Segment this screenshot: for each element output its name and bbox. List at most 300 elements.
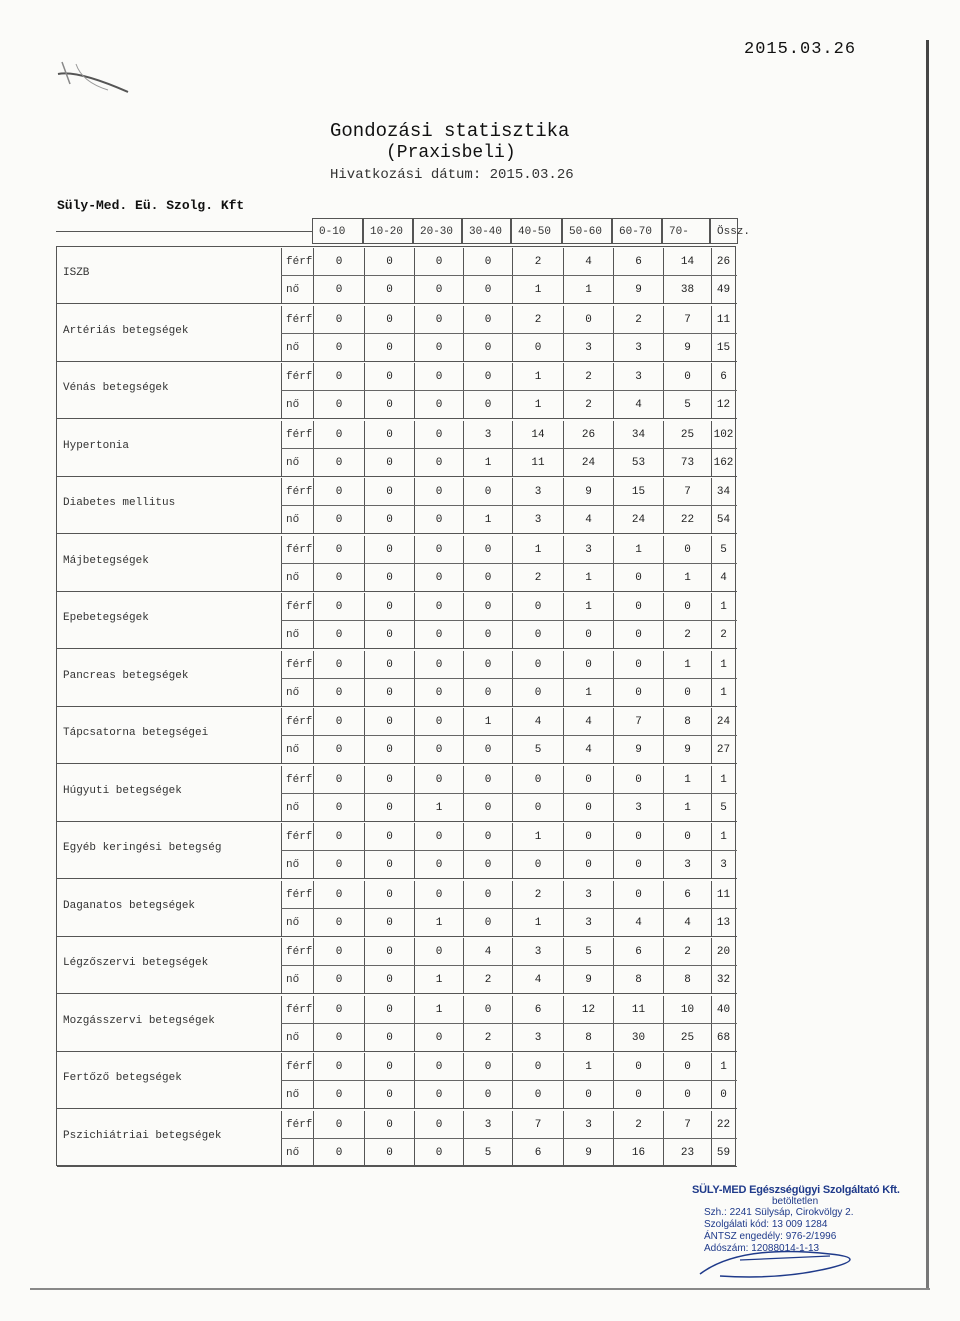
male-count-cell: 1 [563, 1053, 613, 1081]
male-count-cell: 2 [512, 881, 563, 909]
male-label: férf [281, 996, 313, 1024]
female-count-cell: 5 [663, 391, 711, 419]
female-count-cell: 0 [313, 1081, 364, 1109]
sex-divider [281, 1023, 737, 1024]
male-count-cell: 0 [364, 1111, 414, 1139]
age-header-cell: 70- [662, 218, 710, 244]
male-count-cell: 0 [414, 823, 463, 851]
male-count-cell: 0 [313, 306, 364, 334]
male-count-cell: 0 [313, 363, 364, 391]
female-count-cell: 2 [463, 1024, 512, 1052]
disease-row [57, 420, 737, 477]
age-header-cell: 20-30 [413, 218, 462, 244]
disease-row [57, 765, 737, 822]
male-count-cell: 0 [613, 823, 663, 851]
male-count-cell: 0 [663, 536, 711, 564]
female-count-cell: 0 [313, 621, 364, 649]
male-count-cell: 0 [364, 881, 414, 909]
female-label: nő [281, 1081, 313, 1109]
male-label: férf [281, 708, 313, 736]
male-count-cell: 1 [663, 651, 711, 679]
header-line [56, 231, 314, 232]
female-count-cell: 23 [663, 1139, 711, 1167]
male-count-cell: 0 [463, 536, 512, 564]
female-count-cell: 162 [711, 449, 735, 477]
male-count-cell: 34 [711, 478, 735, 506]
female-count-cell: 1 [414, 966, 463, 994]
male-count-cell: 0 [414, 708, 463, 736]
female-count-cell: 4 [563, 506, 613, 534]
male-count-cell: 0 [313, 938, 364, 966]
male-count-cell: 6 [663, 881, 711, 909]
seal-tax-number: Adószám: 12088014-1-13 [704, 1243, 820, 1254]
female-count-cell: 0 [313, 794, 364, 822]
female-count-cell: 0 [463, 276, 512, 304]
female-count-cell: 32 [711, 966, 735, 994]
male-count-cell: 3 [463, 421, 512, 449]
male-count-cell: 0 [414, 881, 463, 909]
male-count-cell: 0 [613, 881, 663, 909]
female-count-cell: 11 [512, 449, 563, 477]
male-count-cell: 1 [512, 823, 563, 851]
male-count-cell: 0 [364, 363, 414, 391]
male-count-cell: 5 [711, 536, 735, 564]
female-count-cell: 0 [364, 909, 414, 937]
female-count-cell: 0 [313, 736, 364, 764]
female-count-cell: 5 [512, 736, 563, 764]
sex-divider [281, 563, 737, 564]
male-count-cell: 0 [663, 823, 711, 851]
male-count-cell: 4 [563, 248, 613, 276]
male-count-cell: 0 [512, 651, 563, 679]
female-count-cell: 0 [663, 679, 711, 707]
female-count-cell: 1 [463, 506, 512, 534]
scan-edge [926, 40, 929, 1290]
female-count-cell: 0 [512, 334, 563, 362]
female-count-cell: 0 [463, 851, 512, 879]
male-count-cell: 11 [613, 996, 663, 1024]
female-count-cell: 0 [414, 334, 463, 362]
female-label: nő [281, 276, 313, 304]
male-count-cell: 7 [512, 1111, 563, 1139]
male-label: férf [281, 421, 313, 449]
female-count-cell: 0 [364, 1139, 414, 1167]
female-count-cell: 0 [463, 909, 512, 937]
female-count-cell: 0 [313, 1139, 364, 1167]
male-label: férf [281, 938, 313, 966]
male-count-cell: 3 [512, 478, 563, 506]
female-count-cell: 1 [463, 449, 512, 477]
female-count-cell: 0 [711, 1081, 735, 1109]
female-count-cell: 9 [563, 966, 613, 994]
male-count-cell: 6 [512, 996, 563, 1024]
female-count-cell: 68 [711, 1024, 735, 1052]
age-header-row [56, 218, 751, 246]
male-count-cell: 24 [711, 708, 735, 736]
male-count-cell: 6 [613, 248, 663, 276]
disease-name: Egyéb keringési betegség [63, 842, 222, 854]
age-header-cell: 50-60 [562, 218, 612, 244]
male-count-cell: 0 [563, 766, 613, 794]
male-count-cell: 102 [711, 421, 735, 449]
disease-grid [56, 246, 736, 1166]
male-count-cell: 22 [711, 1111, 735, 1139]
female-count-cell: 4 [512, 966, 563, 994]
female-count-cell: 3 [663, 851, 711, 879]
female-count-cell: 0 [414, 276, 463, 304]
male-label: férf [281, 248, 313, 276]
female-count-cell: 0 [463, 679, 512, 707]
sex-divider [281, 678, 737, 679]
male-label: férf [281, 593, 313, 621]
male-count-cell: 12 [563, 996, 613, 1024]
sex-divider [281, 620, 737, 621]
male-count-cell: 3 [563, 881, 613, 909]
male-count-cell: 0 [313, 881, 364, 909]
female-count-cell: 0 [613, 679, 663, 707]
page-subtitle: (Praxisbeli) [386, 143, 516, 163]
disease-row [57, 247, 737, 304]
sex-divider [281, 333, 737, 334]
female-count-cell: 2 [463, 966, 512, 994]
female-count-cell: 0 [414, 564, 463, 592]
male-count-cell: 0 [414, 938, 463, 966]
female-count-cell: 0 [414, 506, 463, 534]
female-count-cell: 73 [663, 449, 711, 477]
female-count-cell: 0 [414, 449, 463, 477]
disease-row [57, 880, 737, 937]
female-label: nő [281, 1139, 313, 1167]
male-count-cell: 0 [414, 363, 463, 391]
female-count-cell: 5 [463, 1139, 512, 1167]
female-count-cell: 30 [613, 1024, 663, 1052]
male-count-cell: 0 [414, 248, 463, 276]
male-count-cell: 4 [512, 708, 563, 736]
male-count-cell: 0 [313, 248, 364, 276]
male-label: férf [281, 881, 313, 909]
male-count-cell: 11 [711, 881, 735, 909]
seal-status: betöltetlen [772, 1196, 819, 1207]
disease-name: Mozgásszervi betegségek [63, 1015, 215, 1027]
female-count-cell: 3 [711, 851, 735, 879]
female-count-cell: 8 [663, 966, 711, 994]
male-count-cell: 20 [711, 938, 735, 966]
female-count-cell: 1 [563, 276, 613, 304]
male-count-cell: 0 [364, 651, 414, 679]
seal-address: Szh.: 2241 Sülysáp, Cirokvölgy 2. [704, 1207, 854, 1218]
female-count-cell: 9 [663, 334, 711, 362]
female-label: nő [281, 334, 313, 362]
stamp-date: 2015.03.26 [744, 40, 857, 59]
female-count-cell: 0 [364, 621, 414, 649]
male-count-cell: 26 [563, 421, 613, 449]
disease-row [57, 650, 737, 707]
female-count-cell: 25 [663, 1024, 711, 1052]
female-label: nő [281, 679, 313, 707]
female-count-cell: 0 [313, 966, 364, 994]
male-count-cell: 0 [313, 823, 364, 851]
female-count-cell: 15 [711, 334, 735, 362]
female-count-cell: 22 [663, 506, 711, 534]
sex-divider [281, 1080, 737, 1081]
male-count-cell: 3 [512, 938, 563, 966]
female-count-cell: 1 [512, 391, 563, 419]
female-count-cell: 54 [711, 506, 735, 534]
sex-divider [281, 505, 737, 506]
female-count-cell: 0 [313, 334, 364, 362]
female-count-cell: 0 [364, 276, 414, 304]
male-count-cell: 8 [663, 708, 711, 736]
male-label: férf [281, 306, 313, 334]
disease-name: Pancreas betegségek [63, 670, 189, 682]
male-count-cell: 40 [711, 996, 735, 1024]
male-count-cell: 1 [711, 1053, 735, 1081]
male-count-cell: 0 [414, 1053, 463, 1081]
disease-name: Diabetes mellitus [63, 497, 176, 509]
male-count-cell: 0 [414, 478, 463, 506]
signature [680, 1224, 880, 1284]
male-count-cell: 14 [512, 421, 563, 449]
age-header-cell: 10-20 [363, 218, 413, 244]
title-block [330, 120, 620, 184]
female-count-cell: 1 [663, 564, 711, 592]
female-count-cell: 3 [563, 334, 613, 362]
female-count-cell: 9 [563, 1139, 613, 1167]
male-count-cell: 0 [663, 363, 711, 391]
male-count-cell: 0 [563, 306, 613, 334]
male-count-cell: 5 [563, 938, 613, 966]
female-label: nő [281, 851, 313, 879]
disease-name: Epebetegségek [63, 612, 149, 624]
female-count-cell: 0 [414, 1081, 463, 1109]
male-count-cell: 0 [414, 766, 463, 794]
female-count-cell: 0 [563, 794, 613, 822]
female-count-cell: 0 [463, 391, 512, 419]
sex-divider [281, 1138, 737, 1139]
male-count-cell: 0 [364, 766, 414, 794]
sex-divider [281, 908, 737, 909]
age-header-cell: 60-70 [612, 218, 662, 244]
female-count-cell: 0 [364, 391, 414, 419]
female-count-cell: 0 [613, 621, 663, 649]
female-count-cell: 1 [414, 909, 463, 937]
disease-row [57, 707, 737, 764]
female-count-cell: 1 [563, 679, 613, 707]
male-label: férf [281, 363, 313, 391]
female-label: nő [281, 736, 313, 764]
seal-service-code: Szolgálati kód: 13 009 1284 [704, 1219, 828, 1230]
female-count-cell: 0 [563, 851, 613, 879]
sex-divider [281, 275, 737, 276]
disease-row [57, 592, 737, 649]
female-count-cell: 0 [364, 736, 414, 764]
male-count-cell: 0 [364, 306, 414, 334]
male-count-cell: 7 [663, 306, 711, 334]
female-count-cell: 3 [563, 909, 613, 937]
female-label: nő [281, 966, 313, 994]
male-count-cell: 0 [414, 1111, 463, 1139]
male-count-cell: 0 [364, 708, 414, 736]
male-count-cell: 0 [663, 1053, 711, 1081]
female-count-cell: 0 [414, 621, 463, 649]
female-label: nő [281, 506, 313, 534]
male-count-cell: 6 [711, 363, 735, 391]
female-count-cell: 0 [364, 1024, 414, 1052]
female-count-cell: 9 [613, 736, 663, 764]
logo-mark [48, 44, 138, 114]
male-count-cell: 0 [463, 248, 512, 276]
male-count-cell: 0 [613, 1053, 663, 1081]
male-count-cell: 0 [463, 881, 512, 909]
male-count-cell: 0 [463, 651, 512, 679]
female-count-cell: 8 [613, 966, 663, 994]
male-count-cell: 0 [613, 593, 663, 621]
female-count-cell: 0 [313, 506, 364, 534]
male-count-cell: 1 [463, 708, 512, 736]
female-count-cell: 0 [364, 334, 414, 362]
male-count-cell: 0 [463, 478, 512, 506]
female-count-cell: 0 [414, 736, 463, 764]
female-count-cell: 5 [711, 794, 735, 822]
female-label: nő [281, 621, 313, 649]
male-count-cell: 0 [663, 593, 711, 621]
male-count-cell: 1 [414, 996, 463, 1024]
scan-bottom-edge [30, 1288, 930, 1290]
female-count-cell: 27 [711, 736, 735, 764]
disease-row [57, 995, 737, 1052]
male-count-cell: 0 [313, 996, 364, 1024]
female-count-cell: 12 [711, 391, 735, 419]
male-count-cell: 0 [313, 651, 364, 679]
male-count-cell: 1 [563, 593, 613, 621]
male-count-cell: 3 [563, 1111, 613, 1139]
male-count-cell: 0 [463, 823, 512, 851]
female-label: nő [281, 391, 313, 419]
male-count-cell: 9 [563, 478, 613, 506]
female-count-cell: 0 [364, 1081, 414, 1109]
male-count-cell: 1 [711, 651, 735, 679]
female-count-cell: 53 [613, 449, 663, 477]
male-count-cell: 0 [613, 766, 663, 794]
female-count-cell: 0 [313, 909, 364, 937]
disease-name: Vénás betegségek [63, 382, 169, 394]
male-count-cell: 1 [512, 536, 563, 564]
male-count-cell: 2 [663, 938, 711, 966]
disease-row [57, 1110, 737, 1167]
female-count-cell: 4 [613, 391, 663, 419]
female-count-cell: 3 [512, 506, 563, 534]
disease-name: Pszichiátriai betegségek [63, 1130, 222, 1142]
male-count-cell: 0 [313, 478, 364, 506]
male-count-cell: 7 [613, 708, 663, 736]
female-count-cell: 8 [563, 1024, 613, 1052]
male-count-cell: 0 [463, 306, 512, 334]
female-count-cell: 49 [711, 276, 735, 304]
female-count-cell: 0 [313, 564, 364, 592]
age-header-cell: Össz. [710, 218, 738, 244]
male-count-cell: 7 [663, 478, 711, 506]
male-count-cell: 6 [613, 938, 663, 966]
male-count-cell: 0 [313, 536, 364, 564]
male-count-cell: 10 [663, 996, 711, 1024]
female-count-cell: 0 [414, 851, 463, 879]
female-count-cell: 0 [512, 1081, 563, 1109]
male-count-cell: 0 [364, 248, 414, 276]
male-count-cell: 0 [364, 938, 414, 966]
female-count-cell: 0 [414, 679, 463, 707]
female-count-cell: 1 [663, 794, 711, 822]
male-count-cell: 1 [663, 766, 711, 794]
female-count-cell: 0 [512, 794, 563, 822]
male-count-cell: 0 [313, 1053, 364, 1081]
disease-row [57, 937, 737, 994]
male-count-cell: 0 [414, 536, 463, 564]
male-count-cell: 0 [313, 708, 364, 736]
female-count-cell: 1 [563, 564, 613, 592]
male-count-cell: 0 [364, 996, 414, 1024]
male-count-cell: 1 [711, 823, 735, 851]
female-count-cell: 0 [663, 1081, 711, 1109]
disease-row [57, 362, 737, 419]
female-count-cell: 9 [613, 276, 663, 304]
male-count-cell: 0 [364, 1053, 414, 1081]
male-count-cell: 34 [613, 421, 663, 449]
female-label: nő [281, 449, 313, 477]
male-label: férf [281, 1111, 313, 1139]
female-count-cell: 0 [512, 679, 563, 707]
male-count-cell: 25 [663, 421, 711, 449]
female-count-cell: 1 [512, 276, 563, 304]
female-count-cell: 0 [364, 506, 414, 534]
female-count-cell: 59 [711, 1139, 735, 1167]
disease-row [57, 822, 737, 879]
female-count-cell: 0 [512, 621, 563, 649]
male-count-cell: 0 [512, 1053, 563, 1081]
male-count-cell: 0 [364, 478, 414, 506]
male-count-cell: 0 [463, 996, 512, 1024]
disease-row [57, 477, 737, 534]
female-count-cell: 1 [414, 794, 463, 822]
male-label: férf [281, 766, 313, 794]
male-count-cell: 1 [711, 593, 735, 621]
female-count-cell: 0 [563, 621, 613, 649]
male-count-cell: 0 [512, 593, 563, 621]
male-count-cell: 3 [613, 363, 663, 391]
disease-name: Daganatos betegségek [63, 900, 196, 912]
male-count-cell: 2 [613, 306, 663, 334]
seal-license: ÁNTSZ engedély: 976-2/1996 [704, 1231, 837, 1242]
male-count-cell: 0 [364, 421, 414, 449]
female-count-cell: 0 [463, 1081, 512, 1109]
female-count-cell: 24 [563, 449, 613, 477]
female-count-cell: 0 [313, 1024, 364, 1052]
disease-name: Húgyuti betegségek [63, 785, 182, 797]
male-count-cell: 0 [414, 593, 463, 621]
sex-divider [281, 850, 737, 851]
company-name: Süly-Med. Eü. Szolg. Kft [57, 198, 245, 213]
disease-name: Fertőző betegségek [63, 1072, 182, 1084]
male-count-cell: 0 [414, 421, 463, 449]
disease-name: Hypertonia [63, 440, 130, 452]
female-count-cell: 0 [364, 679, 414, 707]
male-count-cell: 26 [711, 248, 735, 276]
female-count-cell: 13 [711, 909, 735, 937]
female-count-cell: 0 [364, 966, 414, 994]
male-label: férf [281, 651, 313, 679]
female-count-cell: 0 [463, 621, 512, 649]
female-count-cell: 1 [512, 909, 563, 937]
male-label: férf [281, 536, 313, 564]
